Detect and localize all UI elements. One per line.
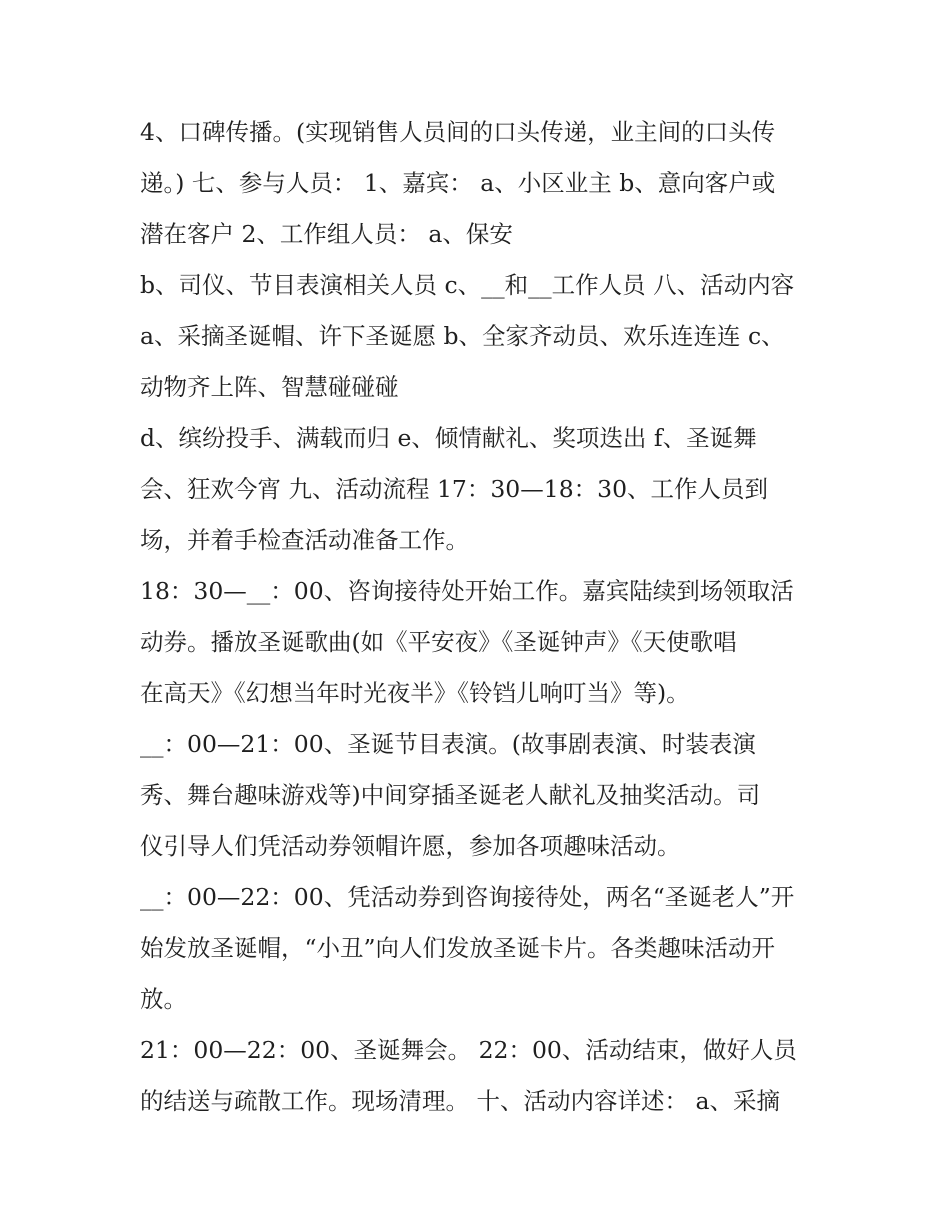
text-line: b、司仪、节目表演相关人员 c、__和__工作人员 八、活动内容: [140, 271, 795, 299]
text-line: 递。) 七、参与人员： 1、嘉宾： a、小区业主 b、意向客户或: [140, 169, 776, 197]
text-line: 18：30—__：00、咨询接待处开始工作。嘉宾陆续到场领取活: [140, 577, 794, 605]
text-line: 放。: [140, 985, 187, 1013]
text-line: 始发放圣诞帽，“小丑”向人们发放圣诞卡片。各类趣味活动开: [140, 934, 776, 962]
text-line: 4、口碑传播。(实现销售人员间的口头传递，业主间的口头传: [140, 118, 776, 146]
text-line: 会、狂欢今宵 九、活动流程 17：30—18：30、工作人员到: [140, 475, 769, 503]
text-line: 潜在客户 2、工作组人员： a、保安: [140, 220, 513, 248]
text-line: 场，并着手检查活动准备工作。: [140, 526, 469, 554]
text-line: __：00—22：00、凭活动券到咨询接待处，两名“圣诞老人”开: [140, 883, 795, 911]
text-line: __：00—21：00、圣诞节目表演。(故事剧表演、时装表演: [140, 730, 756, 758]
text-line: 动券。播放圣诞歌曲(如《平安夜》《圣诞钟声》《天使歌唱: [140, 628, 737, 656]
text-line: d、缤纷投手、满载而归 e、倾情献礼、奖项迭出 f、圣诞舞: [140, 424, 757, 452]
text-line: 秀、舞台趣味游戏等)中间穿插圣诞老人献礼及抽奖活动。司: [140, 781, 761, 809]
text-line: 在高天》《幻想当年时光夜半》《铃铛儿响叮当》等)。: [140, 679, 690, 707]
text-line: 的结送与疏散工作。现场清理。 十、活动内容详述： a、采摘: [140, 1087, 780, 1115]
text-line: 21：00—22：00、圣诞舞会。 22：00、活动结束，做好人员: [140, 1036, 797, 1064]
text-line: a、采摘圣诞帽、许下圣诞愿 b、全家齐动员、欢乐连连连 c、: [140, 322, 785, 350]
document-body: [140, 107, 820, 1127]
text-line: 动物齐上阵、智慧碰碰碰: [140, 373, 399, 401]
text-line: 仪引导人们凭活动券领帽许愿，参加各项趣味活动。: [140, 832, 681, 860]
